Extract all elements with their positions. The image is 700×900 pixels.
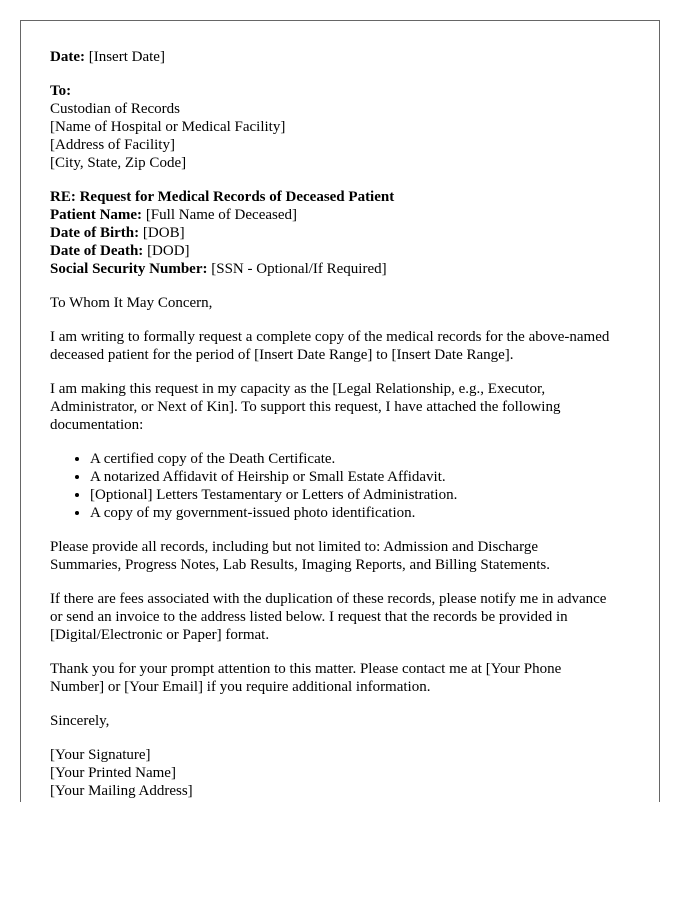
records-paragraph: Please provide all records, including but not limited to: Admission and Discharge Summaries, Progress Notes, Lab Results, Imaging Reports, and Billing Statements. (50, 539, 550, 573)
date-value: [Insert Date] (84, 49, 165, 65)
capacity-paragraph: I am making this request in my capacity as the [Legal Relationship, e.g., Executor, Administrator, or Next of Kin]. To support this request, I have attached the following documentation: (50, 381, 561, 433)
attachments-list (50, 450, 610, 522)
patient-name-line (50, 206, 610, 224)
dod-value: [DOD] (143, 243, 190, 259)
ssn-label: Social Security Number: (50, 261, 208, 277)
ssn-value: [SSN - Optional/If Required] (207, 261, 387, 277)
dod-label: Date of Death: (50, 243, 144, 259)
reference-block (50, 188, 610, 278)
date-line (50, 48, 610, 66)
recipient-line: [Name of Hospital or Medical Facility] (50, 119, 286, 135)
to-label: To: (50, 83, 72, 99)
patient-name-value: [Full Name of Deceased] (142, 207, 297, 223)
recipient-line: [City, State, Zip Code] (50, 155, 187, 171)
recipient-line: [Address of Facility] (50, 137, 175, 153)
ssn-line (50, 260, 610, 278)
salutation: To Whom It May Concern, (50, 295, 213, 311)
thanks-paragraph: Thank you for your prompt attention to this matter. Please contact me at [Your Phone Number] or [Your Email] if you require additional information. (50, 661, 562, 695)
dob-value: [DOB] (139, 225, 185, 241)
letter-body (50, 48, 610, 802)
dod-line (50, 242, 610, 260)
closing: Sincerely, (50, 713, 110, 729)
list-item: • A notarized Affidavit of Heirship or Small Estate Affidavit. (90, 468, 610, 486)
signature-block (50, 746, 610, 800)
signature-line: [Your Signature] (50, 747, 151, 763)
letter-page (20, 20, 660, 802)
list-item: • [Optional] Letters Testamentary or Letters of Administration. (90, 486, 610, 504)
patient-name-label: Patient Name: (50, 207, 143, 223)
list-item: • A certified copy of the Death Certificate. (90, 450, 610, 468)
printed-name-line: [Your Printed Name] (50, 765, 176, 781)
date-label: Date: (50, 49, 85, 65)
re-line: RE: Request for Medical Records of Deceased Patient (50, 189, 395, 205)
fees-paragraph: If there are fees associated with the duplication of these records, please notify me in advance or send an invoice to the address listed below. I request that the records be provided in [Digital/Electronic or Paper] format. (50, 591, 607, 643)
dob-label: Date of Birth: (50, 225, 140, 241)
recipient-block (50, 82, 610, 172)
list-item: • A copy of my government-issued photo identification. (90, 504, 610, 522)
request-paragraph: I am writing to formally request a complete copy of the medical records for the above-named deceased patient for the period of [Insert Date Range] to [Insert Date Range]. (50, 329, 610, 363)
dob-line (50, 224, 610, 242)
recipient-line: Custodian of Records (50, 101, 180, 117)
mailing-address-line: [Your Mailing Address] (50, 783, 193, 799)
